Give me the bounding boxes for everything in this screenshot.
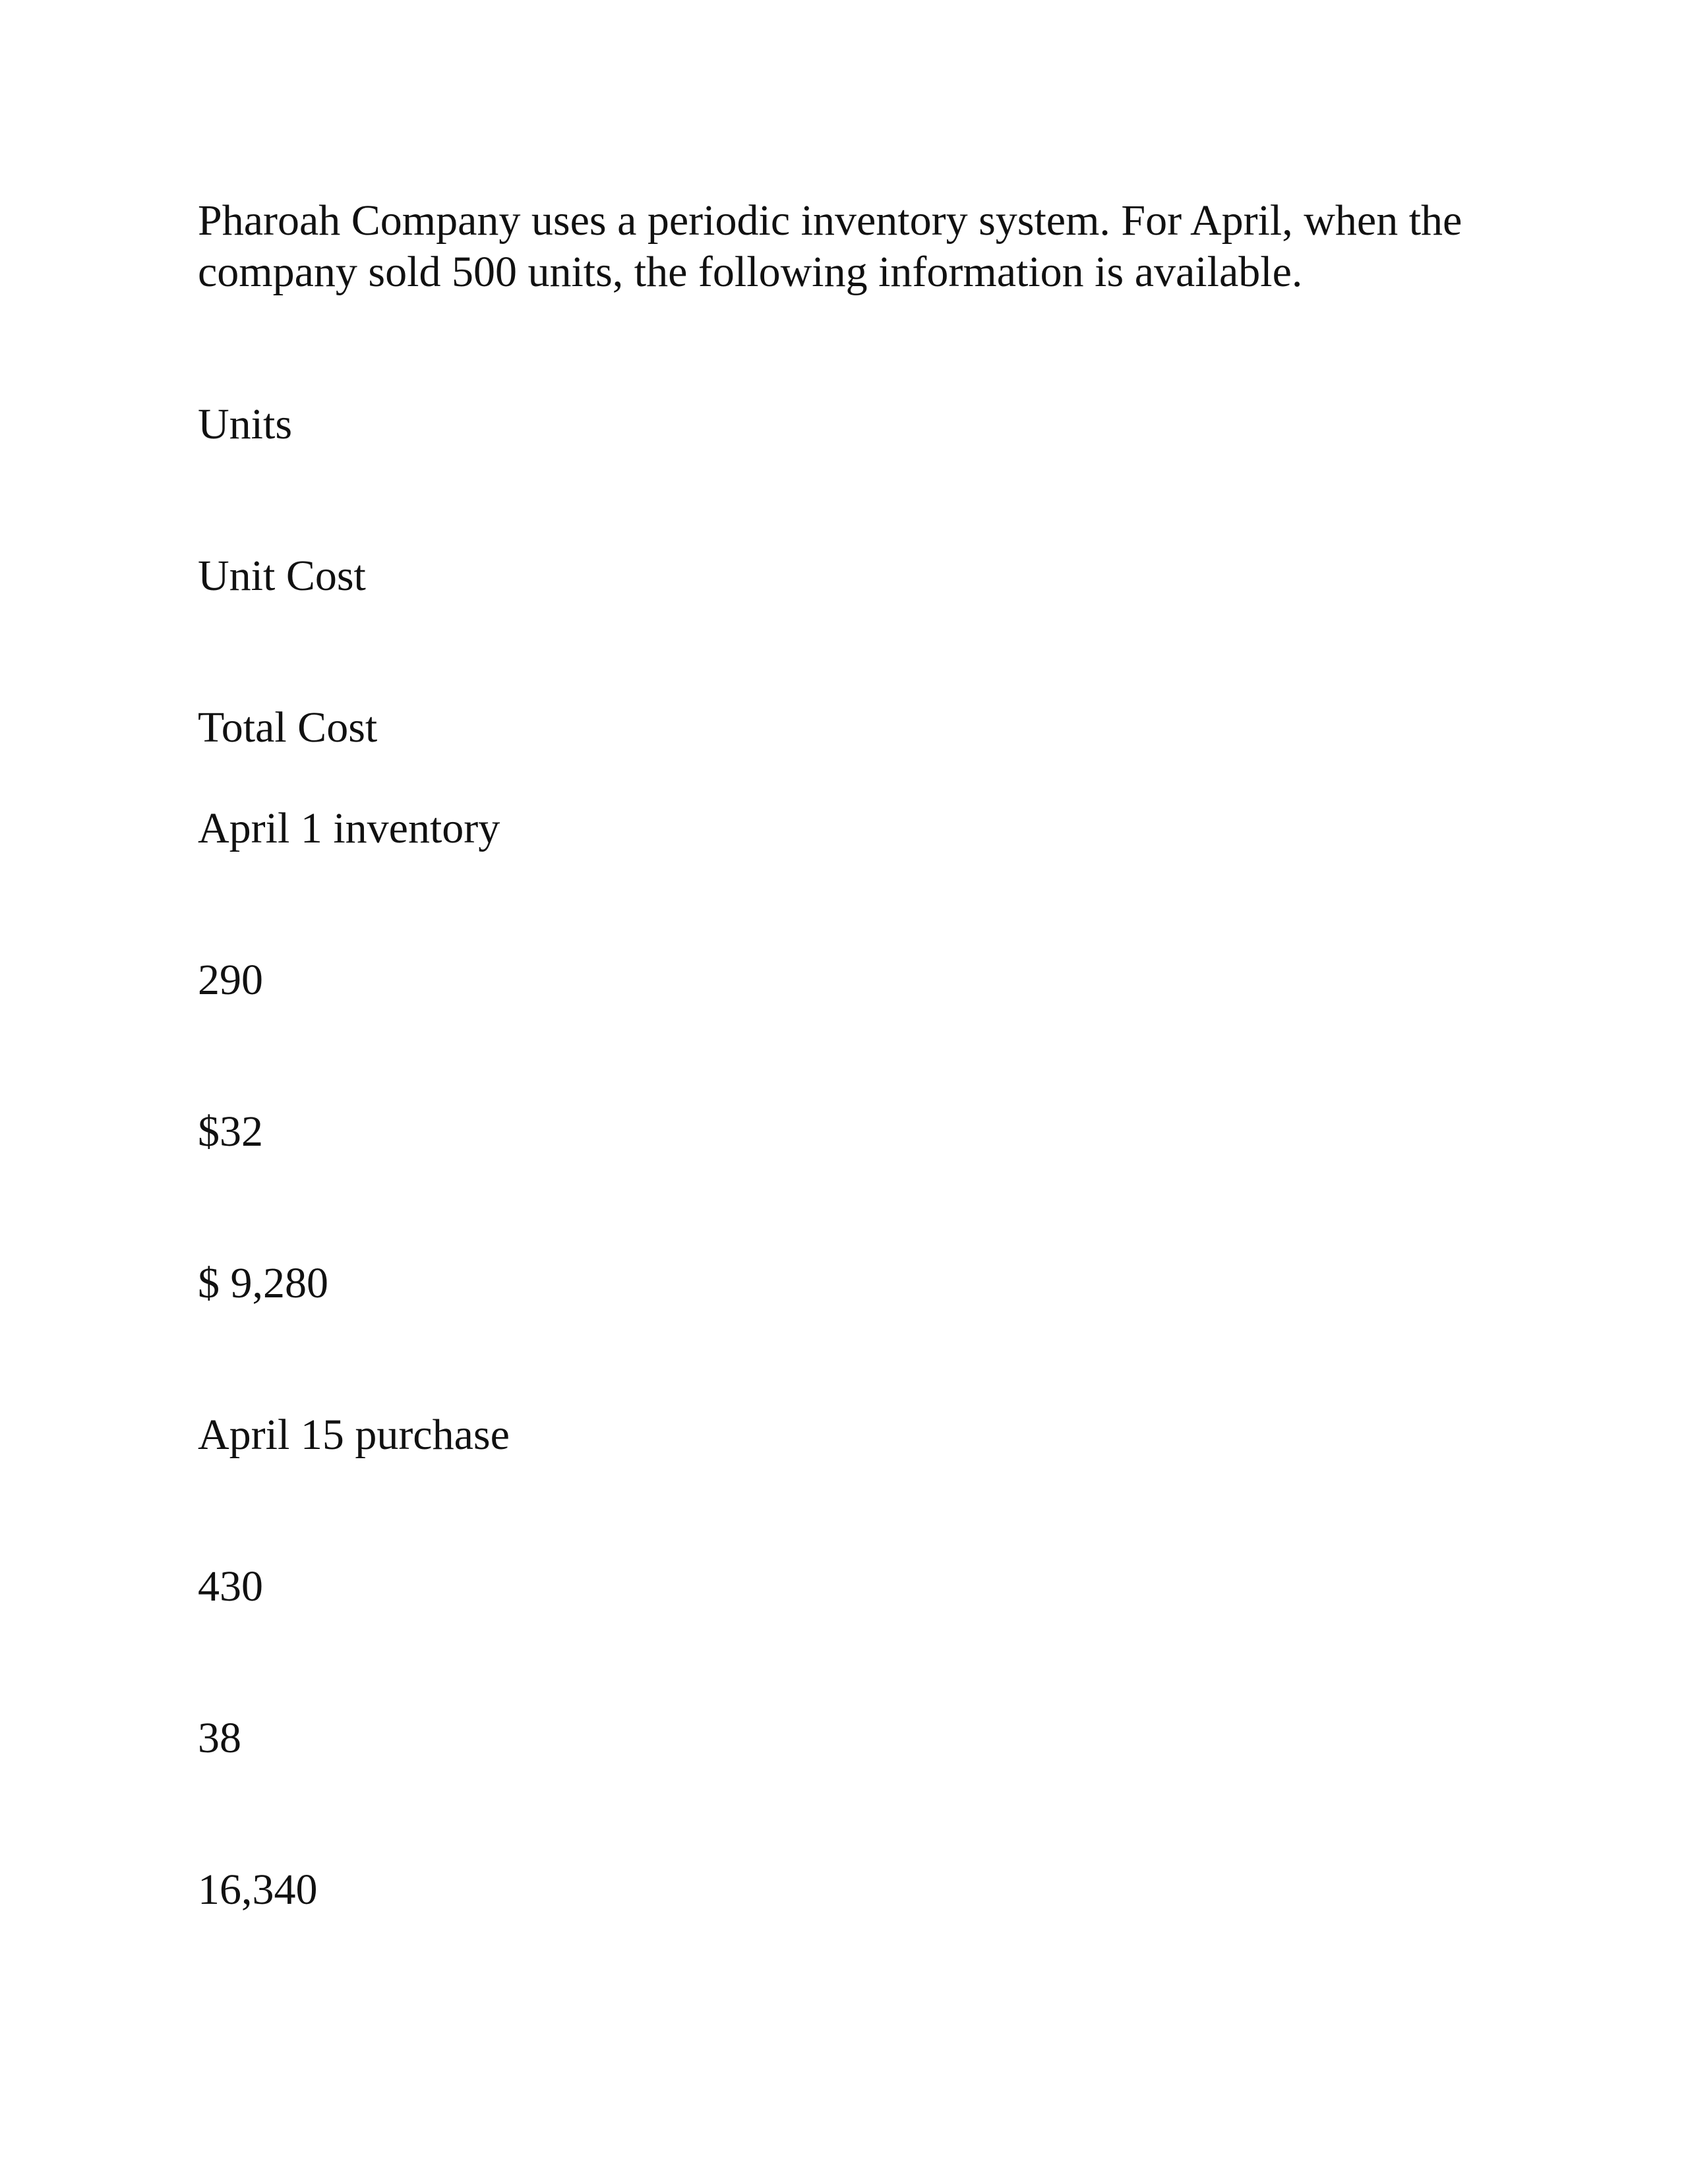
intro-paragraph [198, 195, 1556, 298]
row-unit-cost: $32 [198, 1107, 263, 1156]
row-label: April 15 purchase [198, 1411, 510, 1459]
row-units: 290 [198, 956, 263, 1004]
intro-line-2: company sold 500 units, the following information is available. [198, 248, 1303, 296]
row-total-cost: $ 9,280 [198, 1259, 328, 1307]
header-unit-cost: Unit Cost [198, 552, 366, 600]
row-unit-cost: 38 [198, 1714, 241, 1762]
row-label: April 1 inventory [198, 804, 500, 852]
header-total-cost: Total Cost [198, 703, 378, 752]
row-total-cost: 16,340 [198, 1866, 318, 1914]
header-units: Units [198, 400, 293, 448]
row-units: 430 [198, 1562, 263, 1610]
intro-line-1: Pharoah Company uses a periodic inventory system. For April, when the [198, 196, 1462, 245]
